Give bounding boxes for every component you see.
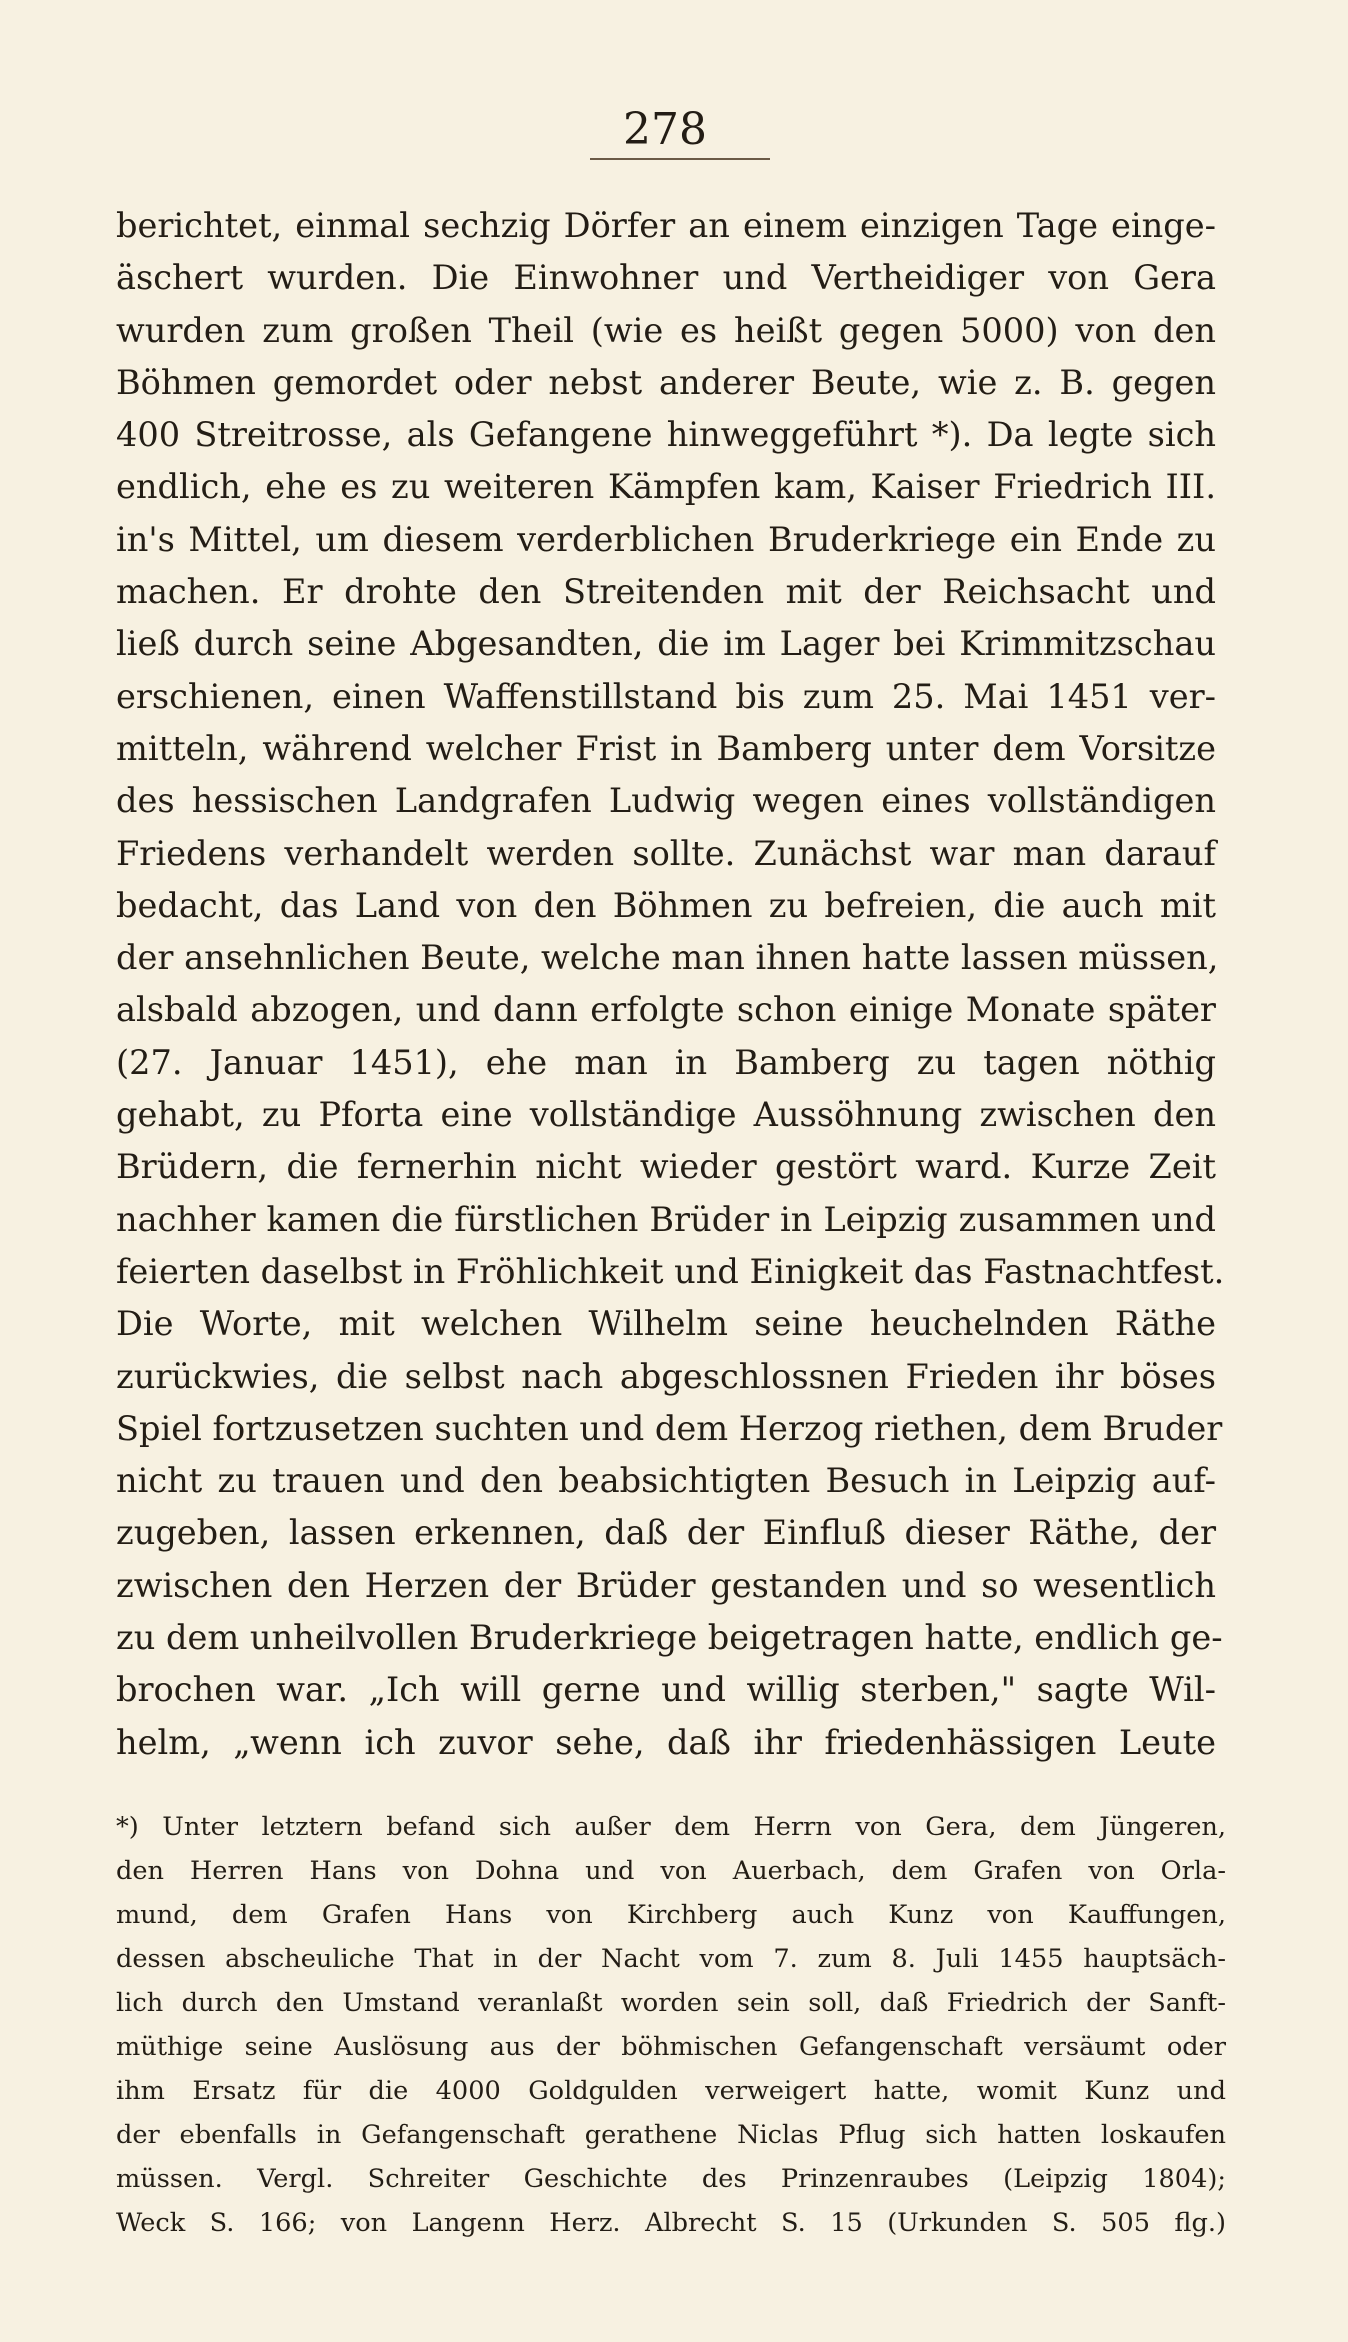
text-line: zu dem unheilvollen Bruderkriege beigetragen hatte, endlich ge- bbox=[116, 1618, 1223, 1658]
text-line: in's Mittel, um diesem verderblichen Bruderkriege ein Ende zu bbox=[116, 519, 1216, 559]
footnote-line: müthige seine Auslösung aus der böhmischen Gefangenschaft versäumt oder bbox=[116, 2032, 1226, 2062]
text-line: nachher kamen die fürstlichen Brüder in Leipzig zusammen und bbox=[116, 1199, 1216, 1239]
footnote-line: dessen abscheuliche That in der Nacht vom 7. zum 8. Juli 1455 hauptsäch- bbox=[116, 1944, 1226, 1974]
page-number-rule bbox=[590, 158, 770, 160]
footnote-line: ihm Ersatz für die 4000 Goldgulden verweigert hatte, womit Kunz und bbox=[116, 2076, 1226, 2106]
text-line: Friedens verhandelt werden sollte. Zunächst war man darauf bbox=[116, 833, 1216, 873]
text-line: mitteln, während welcher Frist in Bamberg unter dem Vorsitze bbox=[116, 728, 1216, 768]
text-line: 400 Streitrosse, als Gefangene hinweggeführt *). Da legte sich bbox=[116, 415, 1216, 455]
text-line: Böhmen gemordet oder nebst anderer Beute, wie z. B. gegen bbox=[116, 362, 1216, 402]
text-line: ließ durch seine Abgesandten, die im Lager bei Krimmitzschau bbox=[116, 624, 1216, 664]
text-line: Spiel fortzusetzen suchten und dem Herzog riethen, dem Bruder bbox=[116, 1408, 1223, 1448]
text-line: endlich, ehe es zu weiteren Kämpfen kam, Kaiser Friedrich III. bbox=[116, 467, 1216, 507]
footnote-line: müssen. Vergl. Schreiter Geschichte des Prinzenraubes (Leipzig 1804); bbox=[116, 2164, 1226, 2194]
text-line: bedacht, das Land von den Böhmen zu befreien, die auch mit bbox=[116, 885, 1216, 925]
footnote-line: mund, dem Grafen Hans von Kirchberg auch Kunz von Kauffungen, bbox=[116, 1900, 1226, 1930]
footnote-line: den Herren Hans von Dohna und von Auerbach, dem Grafen von Orla- bbox=[116, 1856, 1226, 1886]
text-line: berichtet, einmal sechzig Dörfer an einem einzigen Tage einge- bbox=[116, 206, 1216, 245]
text-line: äschert wurden. Die Einwohner und Vertheidiger von Gera bbox=[116, 258, 1216, 298]
text-line: (27. Januar 1451), ehe man in Bamberg zu tagen nöthig bbox=[116, 1042, 1216, 1082]
text-line: feierten daselbst in Fröhlichkeit und Einigkeit das Fastnachtfest. bbox=[116, 1251, 1225, 1291]
text-line: nicht zu trauen und den beabsichtigten Besuch in Leipzig auf- bbox=[116, 1461, 1216, 1501]
text-line: Die Worte, mit welchen Wilhelm seine heuchelnden Räthe bbox=[116, 1304, 1216, 1344]
text-line: zugeben, lassen erkennen, daß der Einfluß dieser Räthe, der bbox=[116, 1513, 1216, 1553]
text-line: zwischen den Herzen der Brüder gestanden und so wesentlich bbox=[116, 1565, 1216, 1605]
text-line: erschienen, einen Waffenstillstand bis zum 25. Mai 1451 ver- bbox=[116, 676, 1216, 716]
text-line: alsbald abzogen, und dann erfolgte schon einige Monate später bbox=[116, 990, 1216, 1030]
page-number: 278 bbox=[623, 104, 707, 155]
footnote bbox=[116, 1805, 1226, 2245]
text-line: der ansehnlichen Beute, welche man ihnen hatte lassen müssen, bbox=[116, 938, 1219, 978]
text-line: brochen war. „Ich will gerne und willig sterben," sagte Wil- bbox=[116, 1670, 1216, 1710]
text-line: gehabt, zu Pforta eine vollständige Aussöhnung zwischen den bbox=[116, 1095, 1216, 1135]
text-line: wurden zum großen Theil (wie es heißt gegen 5000) von den bbox=[116, 310, 1216, 350]
text-line: zurückwies, die selbst nach abgeschlossnen Frieden ihr böses bbox=[116, 1356, 1216, 1396]
footnote-line: *) Unter letztern befand sich außer dem Herrn von Gera, dem Jüngeren, bbox=[116, 1812, 1226, 1842]
text-line: machen. Er drohte den Streitenden mit der Reichsacht und bbox=[116, 572, 1216, 612]
text-line: helm, „wenn ich zuvor sehe, daß ihr friedenhässigen Leute bbox=[116, 1722, 1216, 1762]
footnote-line: der ebenfalls in Gefangenschaft gerathene Niclas Pflug sich hatten loskaufen bbox=[116, 2120, 1226, 2150]
main-text bbox=[116, 200, 1225, 1769]
footnote-line: Weck S. 166; von Langenn Herz. Albrecht S. 15 (Urkunden S. 505 flg.) bbox=[116, 2208, 1226, 2238]
footnote-line: lich durch den Umstand veranlaßt worden sein soll, daß Friedrich der Sanft- bbox=[116, 1988, 1226, 2018]
text-line: des hessischen Landgrafen Ludwig wegen eines vollständigen bbox=[116, 781, 1216, 821]
text-line: Brüdern, die fernerhin nicht wieder gestört ward. Kurze Zeit bbox=[116, 1147, 1216, 1187]
